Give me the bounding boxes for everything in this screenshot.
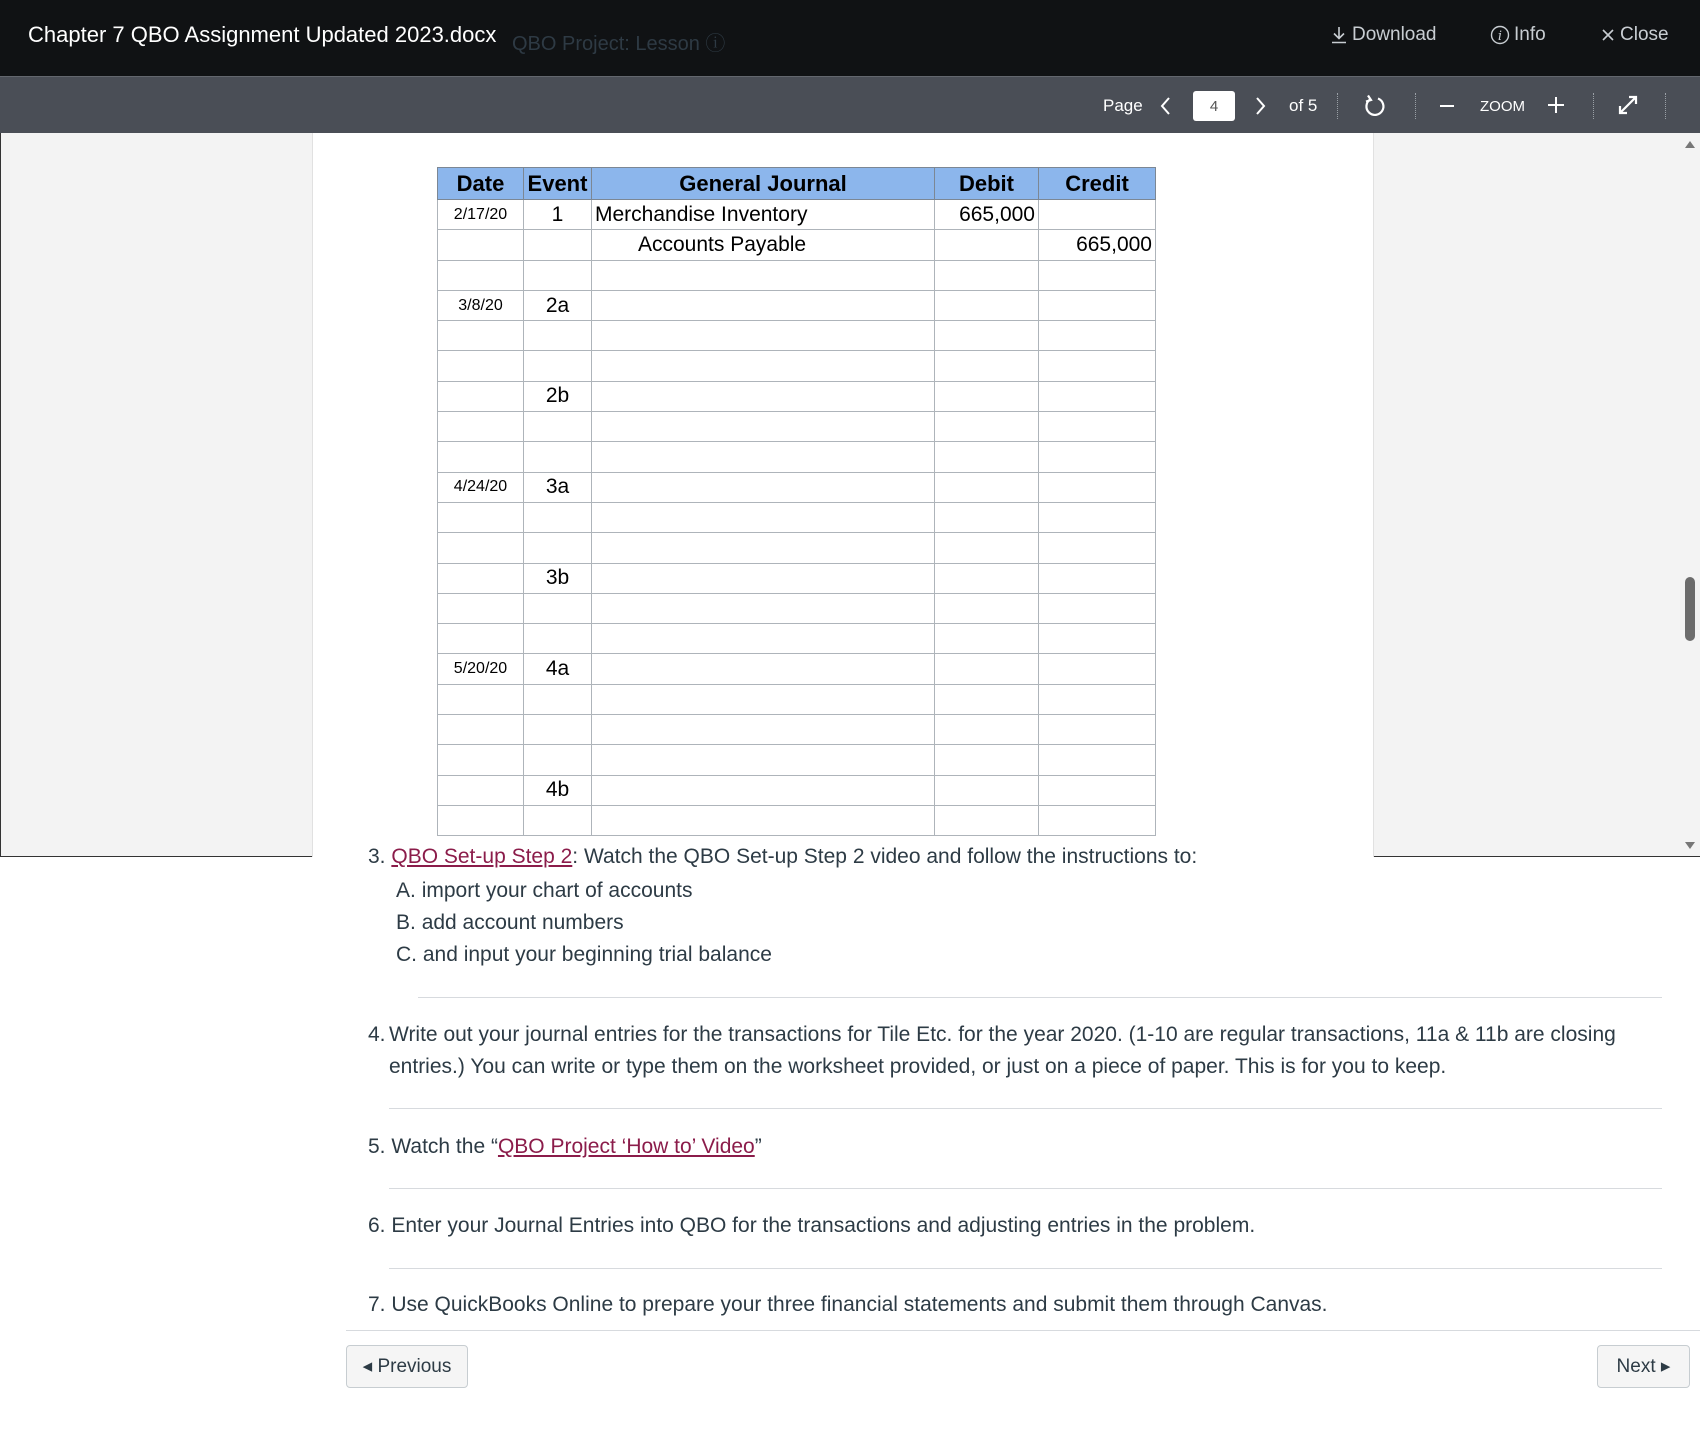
info-label: Info (1514, 24, 1546, 45)
journal-row (438, 715, 1156, 745)
header-date: Date (438, 168, 524, 200)
divider (389, 1188, 1662, 1189)
journal-event-cell: 4b (524, 775, 592, 805)
journal-date-cell (438, 442, 524, 472)
journal-credit-cell (1039, 472, 1156, 502)
journal-account-cell (592, 624, 935, 654)
journal-debit-cell (935, 260, 1039, 290)
journal-row (438, 775, 1156, 805)
journal-debit-cell (935, 654, 1039, 684)
divider (389, 1268, 1662, 1269)
journal-row (438, 533, 1156, 563)
journal-account-cell (592, 775, 935, 805)
page-number-input[interactable] (1193, 91, 1235, 121)
journal-event-cell: 1 (524, 200, 592, 230)
step-6-description: Enter your Journal Entries into QBO for the transactions and adjusting entries in the problem. (391, 1214, 1256, 1237)
journal-row (438, 412, 1156, 442)
journal-account-cell (592, 654, 935, 684)
journal-event-cell (524, 593, 592, 623)
previous-page-icon[interactable] (1158, 94, 1174, 118)
toolbar-divider (1593, 93, 1594, 119)
journal-row (438, 290, 1156, 320)
step-3-subitem-b (396, 911, 624, 935)
journal-row (438, 200, 1156, 230)
step-4-number: 4. (368, 1023, 386, 1046)
journal-row (438, 805, 1156, 835)
journal-account-cell (592, 381, 935, 411)
journal-debit-cell (935, 472, 1039, 502)
journal-date-cell (438, 624, 524, 654)
journal-account-cell: Merchandise Inventory (592, 200, 935, 230)
journal-account-cell (592, 472, 935, 502)
step-4-line-1: Write out your journal entries for the transactions for Tile Etc. for the year 2020. (1-10 are regular transactions, 11a & 11b are closing (389, 1023, 1616, 1046)
step-7-description: Use QuickBooks Online to prepare your three financial statements and submit them through Canvas. (391, 1293, 1328, 1316)
journal-debit-cell (935, 593, 1039, 623)
journal-credit-cell (1039, 775, 1156, 805)
journal-event-cell (524, 533, 592, 563)
journal-date-cell (438, 351, 524, 381)
journal-event-cell: 3a (524, 472, 592, 502)
step-7-number: 7. (368, 1293, 386, 1316)
rotate-icon[interactable] (1362, 93, 1388, 119)
journal-event-cell (524, 321, 592, 351)
journal-credit-cell: 665,000 (1039, 230, 1156, 260)
step-3-description: : Watch the QBO Set-up Step 2 video and follow the instructions to: (572, 845, 1198, 868)
subitem-text: import your chart of accounts (421, 879, 693, 902)
scrollbar-thumb[interactable] (1685, 577, 1695, 641)
svg-text:i: i (1497, 29, 1503, 44)
journal-credit-cell (1039, 745, 1156, 775)
fullscreen-icon[interactable] (1616, 93, 1640, 117)
journal-event-cell (524, 502, 592, 532)
header-debit: Debit (935, 168, 1039, 200)
journal-credit-cell (1039, 200, 1156, 230)
journal-row (438, 351, 1156, 381)
journal-date-cell (438, 321, 524, 351)
step-3-number: 3. (368, 845, 386, 868)
journal-account-cell (592, 563, 935, 593)
journal-date-cell: 5/20/20 (438, 654, 524, 684)
journal-account-cell (592, 351, 935, 381)
journal-account-cell (592, 321, 935, 351)
journal-date-cell (438, 260, 524, 290)
journal-credit-cell (1039, 442, 1156, 472)
vertical-scrollbar[interactable] (1680, 133, 1700, 857)
journal-account-cell (592, 715, 935, 745)
journal-account-cell: Accounts Payable (592, 230, 935, 260)
journal-account-cell (592, 260, 935, 290)
close-label: Close (1620, 24, 1669, 45)
journal-debit-cell (935, 230, 1039, 260)
journal-date-cell (438, 502, 524, 532)
document-viewer[interactable] (0, 133, 1700, 857)
zoom-out-icon[interactable] (1438, 96, 1456, 116)
divider (389, 1108, 1662, 1109)
journal-credit-cell (1039, 381, 1156, 411)
header-event: Event (524, 168, 592, 200)
subitem-letter: A. (396, 879, 416, 902)
journal-account-cell (592, 745, 935, 775)
step-3-text (368, 845, 1197, 869)
journal-debit-cell (935, 745, 1039, 775)
journal-row (438, 260, 1156, 290)
journal-row (438, 442, 1156, 472)
document-title: Chapter 7 QBO Assignment Updated 2023.docx (28, 22, 497, 47)
journal-debit-cell (935, 321, 1039, 351)
journal-event-cell (524, 715, 592, 745)
header-general-journal: General Journal (592, 168, 935, 200)
scroll-down-arrow-icon[interactable] (1685, 842, 1695, 849)
journal-row (438, 502, 1156, 532)
journal-account-cell (592, 502, 935, 532)
journal-account-cell (592, 442, 935, 472)
journal-credit-cell (1039, 654, 1156, 684)
journal-date-cell (438, 593, 524, 623)
header-credit: Credit (1039, 168, 1156, 200)
scroll-up-arrow-icon[interactable] (1685, 141, 1695, 148)
journal-account-cell (592, 290, 935, 320)
journal-row (438, 472, 1156, 502)
journal-credit-cell (1039, 805, 1156, 835)
step-7-text (368, 1293, 1328, 1317)
journal-event-cell (524, 442, 592, 472)
subitem-letter: C. (396, 943, 417, 966)
journal-row (438, 684, 1156, 714)
journal-credit-cell (1039, 533, 1156, 563)
journal-event-cell: 4a (524, 654, 592, 684)
journal-event-cell (524, 260, 592, 290)
journal-debit-cell (935, 381, 1039, 411)
journal-date-cell (438, 533, 524, 563)
zoom-in-icon[interactable] (1546, 95, 1566, 115)
journal-account-cell (592, 684, 935, 714)
step-4-line-2: entries.) You can write or type them on the worksheet provided, or just on a piece of paper. This is for you to keep. (389, 1055, 1447, 1078)
previous-button[interactable]: ◂ Previous (346, 1345, 468, 1388)
subitem-text: and input your beginning trial balance (422, 943, 772, 966)
journal-date-cell (438, 775, 524, 805)
journal-event-cell: 2b (524, 381, 592, 411)
journal-date-cell: 3/8/20 (438, 290, 524, 320)
step-5-prefix: Watch the “ (391, 1135, 498, 1158)
journal-date-cell (438, 412, 524, 442)
journal-debit-cell (935, 412, 1039, 442)
journal-event-cell (524, 805, 592, 835)
journal-debit-cell (935, 351, 1039, 381)
journal-header-row (438, 168, 1156, 200)
step-6-text (368, 1214, 1255, 1238)
footer-divider (346, 1330, 1700, 1331)
close-button[interactable] (1600, 24, 1669, 46)
info-icon (1490, 25, 1510, 45)
journal-account-cell (592, 805, 935, 835)
step-3-subitem-a (396, 879, 692, 903)
journal-date-cell (438, 715, 524, 745)
journal-debit-cell (935, 442, 1039, 472)
next-button[interactable]: Next ▸ (1597, 1345, 1690, 1388)
info-button[interactable] (1490, 24, 1546, 46)
step-5-number: 5. (368, 1135, 386, 1158)
journal-row (438, 230, 1156, 260)
general-journal-table (437, 167, 1156, 836)
background-page-title: QBO Project: Lesson ⓘ (512, 33, 726, 55)
journal-credit-cell (1039, 684, 1156, 714)
step-5-text (368, 1135, 762, 1159)
journal-row (438, 321, 1156, 351)
journal-event-cell (524, 412, 592, 442)
document-toolbar (0, 76, 1700, 133)
download-icon (1330, 25, 1348, 45)
journal-credit-cell (1039, 321, 1156, 351)
journal-debit-cell (935, 775, 1039, 805)
divider (418, 997, 1662, 998)
journal-row (438, 654, 1156, 684)
journal-credit-cell (1039, 351, 1156, 381)
journal-date-cell (438, 805, 524, 835)
journal-credit-cell (1039, 563, 1156, 593)
journal-event-cell (524, 745, 592, 775)
journal-event-cell: 3b (524, 563, 592, 593)
journal-debit-cell (935, 563, 1039, 593)
journal-row (438, 745, 1156, 775)
journal-credit-cell (1039, 502, 1156, 532)
page-label: Page (1103, 96, 1143, 115)
journal-event-cell (524, 351, 592, 381)
journal-row (438, 381, 1156, 411)
journal-account-cell (592, 533, 935, 563)
journal-date-cell (438, 684, 524, 714)
journal-date-cell (438, 563, 524, 593)
step-3-subitem-c (396, 943, 772, 967)
qbo-how-to-video-link[interactable]: QBO Project ‘How to’ Video (497, 1135, 755, 1158)
journal-debit-cell (935, 715, 1039, 745)
journal-row (438, 563, 1156, 593)
next-page-icon[interactable] (1252, 94, 1268, 118)
journal-event-cell (524, 684, 592, 714)
journal-date-cell (438, 381, 524, 411)
download-label: Download (1352, 24, 1437, 45)
subitem-text: add account numbers (421, 911, 624, 934)
journal-debit-cell: 665,000 (935, 200, 1039, 230)
close-icon (1600, 27, 1616, 43)
step-6-number: 6. (368, 1214, 386, 1237)
journal-debit-cell (935, 624, 1039, 654)
journal-debit-cell (935, 805, 1039, 835)
page-total: of 5 (1289, 96, 1318, 115)
toolbar-divider (1337, 93, 1338, 119)
journal-debit-cell (935, 290, 1039, 320)
journal-date-cell (438, 230, 524, 260)
journal-credit-cell (1039, 412, 1156, 442)
journal-event-cell (524, 624, 592, 654)
toolbar-divider (1415, 93, 1416, 119)
journal-debit-cell (935, 684, 1039, 714)
step-3-clipped (0, 845, 1700, 877)
journal-date-cell (438, 745, 524, 775)
viewer-title-bar (0, 0, 1700, 76)
journal-credit-cell (1039, 715, 1156, 745)
journal-row (438, 593, 1156, 623)
journal-account-cell (592, 593, 935, 623)
journal-debit-cell (935, 502, 1039, 532)
journal-credit-cell (1039, 260, 1156, 290)
journal-date-cell: 2/17/20 (438, 200, 524, 230)
qbo-setup-step-2-link[interactable]: QBO Set-up Step 2 (391, 845, 573, 868)
journal-event-cell (524, 230, 592, 260)
zoom-label: ZOOM (1480, 98, 1525, 115)
journal-debit-cell (935, 533, 1039, 563)
journal-body (438, 200, 1156, 836)
download-button[interactable] (1330, 24, 1437, 46)
journal-credit-cell (1039, 593, 1156, 623)
toolbar-divider (1665, 93, 1666, 119)
journal-row (438, 624, 1156, 654)
journal-date-cell: 4/24/20 (438, 472, 524, 502)
journal-event-cell: 2a (524, 290, 592, 320)
step-5-suffix: ” (754, 1135, 762, 1158)
journal-credit-cell (1039, 290, 1156, 320)
journal-credit-cell (1039, 624, 1156, 654)
subitem-letter: B. (396, 911, 416, 934)
journal-account-cell (592, 412, 935, 442)
